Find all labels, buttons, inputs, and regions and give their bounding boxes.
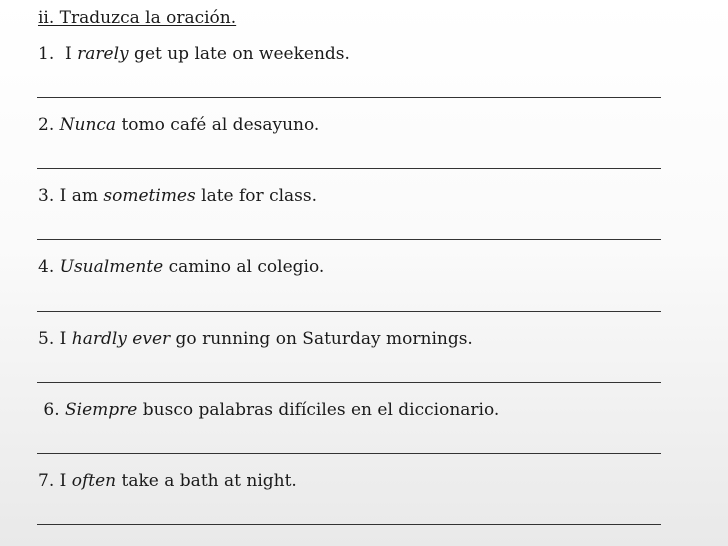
sentence-5-suffix: go running on Saturday mornings.	[170, 329, 473, 349]
sentence-6	[38, 399, 499, 421]
section-heading: ii. Traduzca la oración.	[38, 8, 237, 28]
sentence-2-adverb: Nunca	[59, 115, 117, 135]
answer-line-2[interactable]	[37, 168, 661, 169]
sentence-1	[38, 43, 350, 65]
sentence-5-prefix: 5. I	[38, 329, 72, 349]
sentence-2-suffix: tomo café al desayuno.	[116, 115, 320, 135]
sentence-6-prefix: 6.	[38, 400, 66, 420]
sentence-3	[38, 185, 317, 207]
sentence-3-suffix: late for class.	[195, 186, 318, 206]
sentence-7-adverb: often	[71, 471, 117, 491]
sentence-3-adverb: sometimes	[103, 186, 196, 206]
sentence-4	[38, 256, 324, 278]
sentence-4-suffix: camino al colegio.	[163, 257, 325, 277]
sentence-7-prefix: 7. I	[38, 471, 72, 491]
sentence-7-suffix: take a bath at night.	[116, 471, 297, 491]
answer-line-7[interactable]	[37, 524, 661, 525]
sentence-4-prefix: 4.	[38, 257, 60, 277]
sentence-4-adverb: Usualmente	[59, 257, 164, 277]
answer-line-3[interactable]	[37, 239, 661, 240]
sentence-1-prefix: 1. I	[38, 44, 78, 64]
answer-line-5[interactable]	[37, 382, 661, 383]
sentence-5-adverb: hardly ever	[71, 329, 171, 349]
sentence-2-prefix: 2.	[38, 115, 60, 135]
sentence-7	[38, 470, 297, 492]
answer-line-1[interactable]	[37, 97, 661, 98]
answer-line-4[interactable]	[37, 311, 661, 312]
sentence-5	[38, 328, 473, 350]
sentence-1-suffix: get up late on weekends.	[128, 44, 350, 64]
sentence-6-suffix: busco palabras difíciles en el diccionario.	[137, 400, 500, 420]
sentence-6-adverb: Siempre	[65, 400, 138, 420]
sentence-3-prefix: 3. I am	[38, 186, 104, 206]
answer-line-6[interactable]	[37, 453, 661, 454]
sentence-2	[38, 114, 319, 136]
sentence-1-adverb: rarely	[77, 44, 129, 64]
